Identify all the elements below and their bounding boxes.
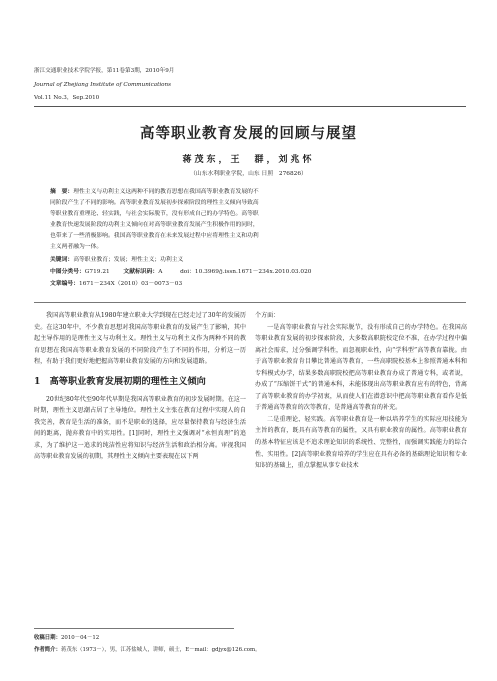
header-rule [34, 106, 466, 107]
article-number [50, 279, 450, 290]
clc-code: G719.21 [84, 269, 110, 275]
left-column [34, 310, 246, 463]
right-paragraph: 一是高等职业教育与社会实际脱节，没有形成自己的办学特色。在我国高等职业教育发展的初步探索阶段，大多数高职院校定位不准，在办学过程中偏离社会需求，过分强调学科性，而忽视职业性，向“学科型”高等教育靠拢。由于高等职业教育肯目攀比普通高等教育，一些高职院校基本上参照普通本科和专科模式办学，结果多数高职院校把高等职业教育办成了普通专科，或者说，办成了“压缩饼干式”的普通本科，未能体现出高等职业教育应有的特色，背离了高等职业教育的办学初衷，从而使人们在潜意识中把高等职业教育看作是低于普通高等教育的次等教育，是普通高等教育的补充。 [255, 323, 467, 412]
keywords-label: 关键词： [50, 257, 74, 263]
abstract-line: 主义两者融为一体。 [50, 244, 103, 250]
keywords-text: 高等职业教育；发展；理性主义；功利主义 [73, 257, 184, 263]
section-heading: 1 高等职业教育发展初期的理性主义倾向 [34, 375, 206, 387]
right-paragraph: 个方面： [255, 312, 280, 319]
abstract-line: 业教育快速发展阶段的功利主义倾向在对高等职业教育发展产生积极作用的同时， [50, 222, 259, 228]
journal-header-en: Journal of Zhejiang Institute of Communications [34, 82, 171, 88]
article-number-label: 文章编号： [50, 281, 79, 287]
received-value: 2010－04－12 [60, 635, 100, 641]
doc-code-label: 文献标识码： [123, 269, 159, 275]
author-bio-text: 蒋茂东（1973－），男，江苏盐城人，讲师，硕士，E－mail：gdjyx@126.com。 [60, 647, 261, 653]
clc-label: 中图分类号： [50, 269, 85, 275]
keywords [50, 255, 450, 266]
right-column [255, 310, 467, 472]
author-affiliation: （山东水利职业学院，山东 日照 276826） [190, 171, 307, 177]
article-authors: 蒋茂东，王 群，刘兆怀 [182, 155, 315, 165]
journal-volume: Vol.11 No.3，Sep.2010 [34, 95, 100, 101]
classification-line [50, 267, 450, 278]
article-number-value: 1671－234X（2010）03－0073－03 [79, 281, 183, 287]
section-paragraph: 20世纪80年代至90年代早期是我国高等职业教育的初步发展时期。在这一时期，理性主义思潮占居了主导地位。理性主义主张在教育过程中实现人的自我完善，教育是生活的准备，而不是职业的选择，应尽量保持教育与经济生活间的距离，抛弃教育中的实用性。[1]同时，理性主义强调对“永恒真理”的追求，为了维护这一追求的纯洁性应将知识与经济生活和政治相分离。审视我国高等职业教育发展的初期，其理性主义倾向主要表现在以下两 [34, 395, 246, 461]
footnote-rule [34, 628, 234, 629]
article-title: 高等职业教育发展的回顾与展望 [140, 125, 357, 142]
abstract-line: 等职业教育重理论、轻实践，与社会实际脱节，没有形成自己的办学特色。高等职 [50, 211, 259, 217]
journal-header-cn: 浙江交通职业技术学院学报，第11卷第3期，2010年9月 [34, 68, 175, 74]
intro-paragraph: 我国高等职业教育从1980年建立职业大学到现在已经走过了30年的发展历史。在这30年中，不少教育思想对我国高等职业教育的发展产生了影响，其中起主导作用的是理性主义与功利主义。理性主义与功利主义作为两种不同的教育思想在我国高等职业教育发展的不同阶段产生了不同的作用，分析这一历程，有助于我们更好地把握高等职业教育发展的方向和发展道路。 [34, 312, 246, 366]
abstract-line: 理性主义与功利主义这两种不同的教育思想在我国高等职业教育发展的不 [73, 189, 259, 195]
abstract-line: 同阶段产生了不同的影响。高等职业教育发展初步探索阶段的理性主义倾向导致高 [50, 200, 259, 206]
abstract-label: 摘 要： [50, 189, 74, 195]
author-bio [34, 645, 261, 655]
abstract-rule [34, 302, 466, 303]
abstract-line: 也带来了一些消极影响。我国高等职业教育在未来发展过程中应将理性主义和功利 [50, 233, 259, 239]
doi: doi：10.3969/j.issn.1671－234x.2010.03.020 [180, 269, 312, 275]
doc-code: A [158, 269, 163, 275]
author-bio-label: 作者简介： [34, 647, 61, 653]
received-date [34, 633, 99, 643]
right-paragraph: 二是重理论、轻实践。高等职业教育是一种以培养学生的实际应用技能为主旨的教育，既具有高等教育的属性，又具有职业教育的属性。高等职业教育的基本特征应该是不追求理论知识的系统性、完整性，而强调实践能力的综合性、实用性。[2]高等职业教育培养的学生应在具有必备的基础理论知识和专业知识的基础上，重点掌握从事专业技术 [255, 415, 467, 470]
received-label: 收稿日期： [34, 635, 61, 641]
abstract [50, 187, 422, 253]
